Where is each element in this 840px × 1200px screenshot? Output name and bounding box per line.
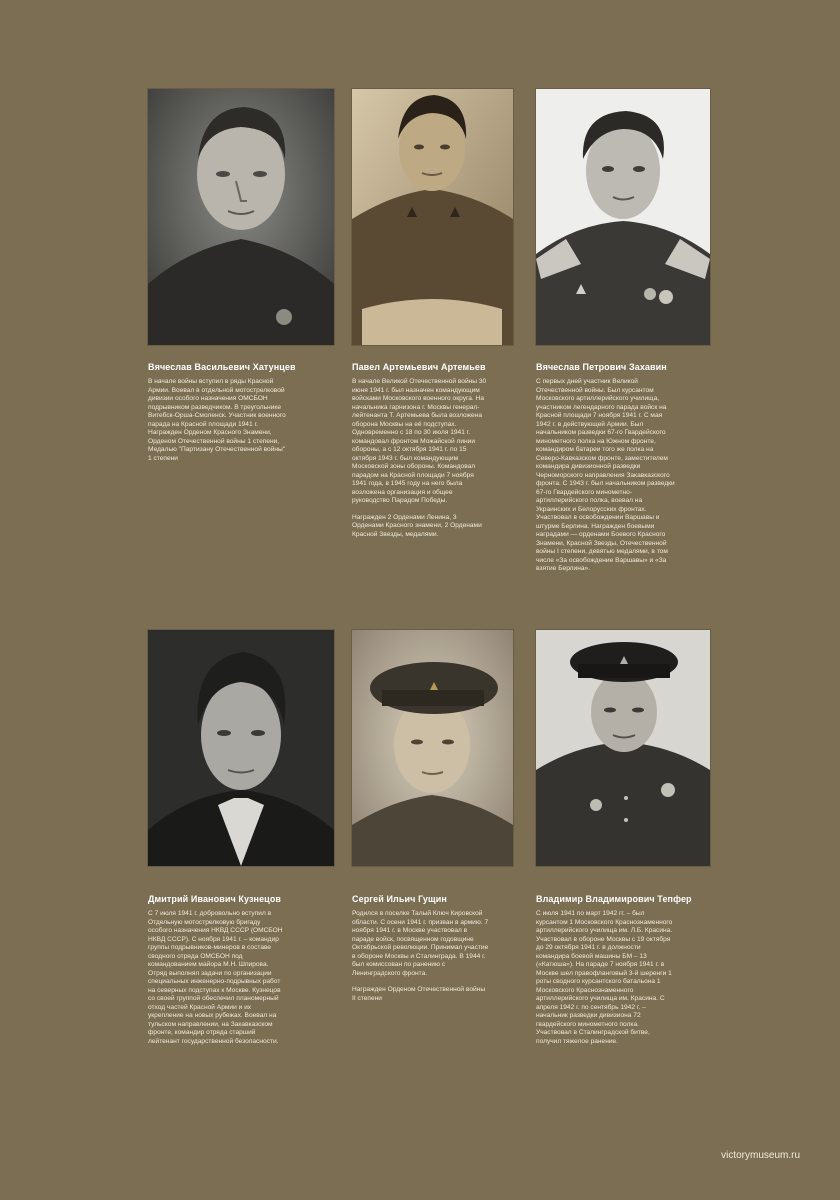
person-bio	[536, 378, 676, 582]
site-url: victorymuseum.ru	[721, 1150, 800, 1161]
photo-artemyev	[352, 89, 513, 345]
person-bio	[148, 378, 286, 471]
person-bio	[148, 910, 286, 1054]
photo-khatuntsev	[148, 89, 334, 345]
bio-paragraph: Родился в поселке Талый Ключ Кировской области. С осени 1941 г. призван в армию. 7 ноября 1941 г. в Москве участвовал в параде войск, посвященном годовщине Октябрьской революции. Принимал участие в обороне Москвы и Сталинграда. В 1944 г. был комиссован по ранению с Ленинградского фронта.	[352, 910, 489, 977]
bio-paragraph: В начале войны вступил в ряды Красной Армии. Воевал в отдельной мотострелковой дивизии особого назначения ОМСБОН подрывником разведчиком. В треугольнике Витебск-Орша-Смоленск. Участник военного парада на Красной площади 1941 г. Награжден Орденом Красного Знамени, Орденом Отечественной войны 1 степени, Медалью "Партизану Отечественной войны" 1 степени	[148, 378, 286, 462]
bio-paragraph: Награжден 2 Орденами Ленина, 3 Орденами Красного знамени, 2 Орденами Красной Звезды, медалями.	[352, 513, 482, 538]
person-name: Сергей Ильич Гущин	[352, 894, 447, 904]
person-name: Вячеслав Васильевич Хатунцев	[148, 362, 296, 372]
person-name: Дмитрий Иванович Кузнецов	[148, 894, 282, 904]
bio-paragraph: С первых дней участник Великой Отечественной войны. Был курсантом Московского артиллерийского училища, участником легендарного парада войск на Красной площади 7 ноября 1941 г. С мая 1942 г. в действующей Армии. Был начальником разведки 67-го Гвардейского минометного полка на Южном фронте, командиром батареи того же полка на Северо-Кавказском фронте, заместителем командира дивизионной разведки Черноморского направления Закавказского фронта. С 1943 г. был начальником разведки 67-го Гвардейского минометно-артиллерийского полка, воевал на Украинских и Белорусских фронтах. Участвовал в освобождении Варшавы и штурме Берлина. Награжден боевыми наградами — орденами Боевого Красного Знамени, Красной Звезды, Отечественной войны I степени, девятью медалями, в том числе «За освобождение Варшавы» и «За взятие Берлина».	[536, 378, 675, 572]
bio-paragraph: С 7 июля 1941 г. добровольно вступил в Отдельную мотострелковую бригаду особого назначения НКВД СССР (ОМСБОН НКВД СССР). С ноября 1941 г. – командир группы подрывников-минеров в составе сводного отряда ОМСБОН под командованием майора М.Н. Шпирова. Отряд выполнял задачи по организации специальных инженерно-подрывных работ на северных подступах к Москве. Кузнецов со своей группой обеспечил планомерный отход частей Красной Армии и их укрепление на новых рубежах. Воевал на тульском направлении, на Закавказском фронте, командир отряда старший лейтенант государственной безопасности.	[148, 910, 283, 1045]
person-name: Владимир Владимирович Тепфер	[536, 894, 692, 904]
photo-zakhavin	[536, 89, 710, 345]
person-bio	[352, 378, 490, 547]
person-name: Павел Артемьевич Артемьев	[352, 362, 486, 372]
person-bio	[536, 910, 674, 1054]
bio-paragraph: С июля 1941 по март 1942 гг. – был курсантом 1 Московского Краснознаменного артиллерийского училища им. Л.Б. Красина. Участвовал в обороне Москвы с 19 октября до 29 октября 1941 г. в должности командира боевой машины БМ – 13 («Катюша»). На параде 7 ноября 1941 г. в Москве шел правофланговый 3-й шеренги 1 роты сводного курсантского батальона 1 Московского Краснознаменного артиллерийского училища им. Красина. С апреля 1942 г. по сентябрь 1942 г. – начальник разведки дивизиона 72 гвардейского минометного полка. Участвовал в Сталинградской битве, получил тяжелое ранение.	[536, 910, 673, 1045]
photo-tepfer	[536, 630, 710, 866]
photo-kuznetsov	[148, 630, 334, 866]
person-bio	[352, 910, 490, 1011]
photo-gushchin	[352, 630, 513, 866]
person-name: Вячеслав Петрович Захавин	[536, 362, 667, 372]
bio-paragraph: Награжден Орденом Отечественной войны II степени	[352, 986, 486, 1002]
bio-paragraph: В начале Великой Отечественной войны 30 июня 1941 г. был назначен командующим войсками Московского военного округа. На начальника гарнизона г. Москвы генерал-лейтенанта Т. Артемьева была возложена оборона Москвы на её подступах. Одновременно с 18 по 30 июля 1941 г. командовал фронтом Можайской линии обороны, а с 12 октября 1941 г. по 15 октября 1943 г. был командующим Московской зоны обороны. Командовал парадом на Красной площади 7 ноября 1941 года, в 1945 году на него была возложена организация и общее руководство Парадом Победы.	[352, 378, 487, 504]
